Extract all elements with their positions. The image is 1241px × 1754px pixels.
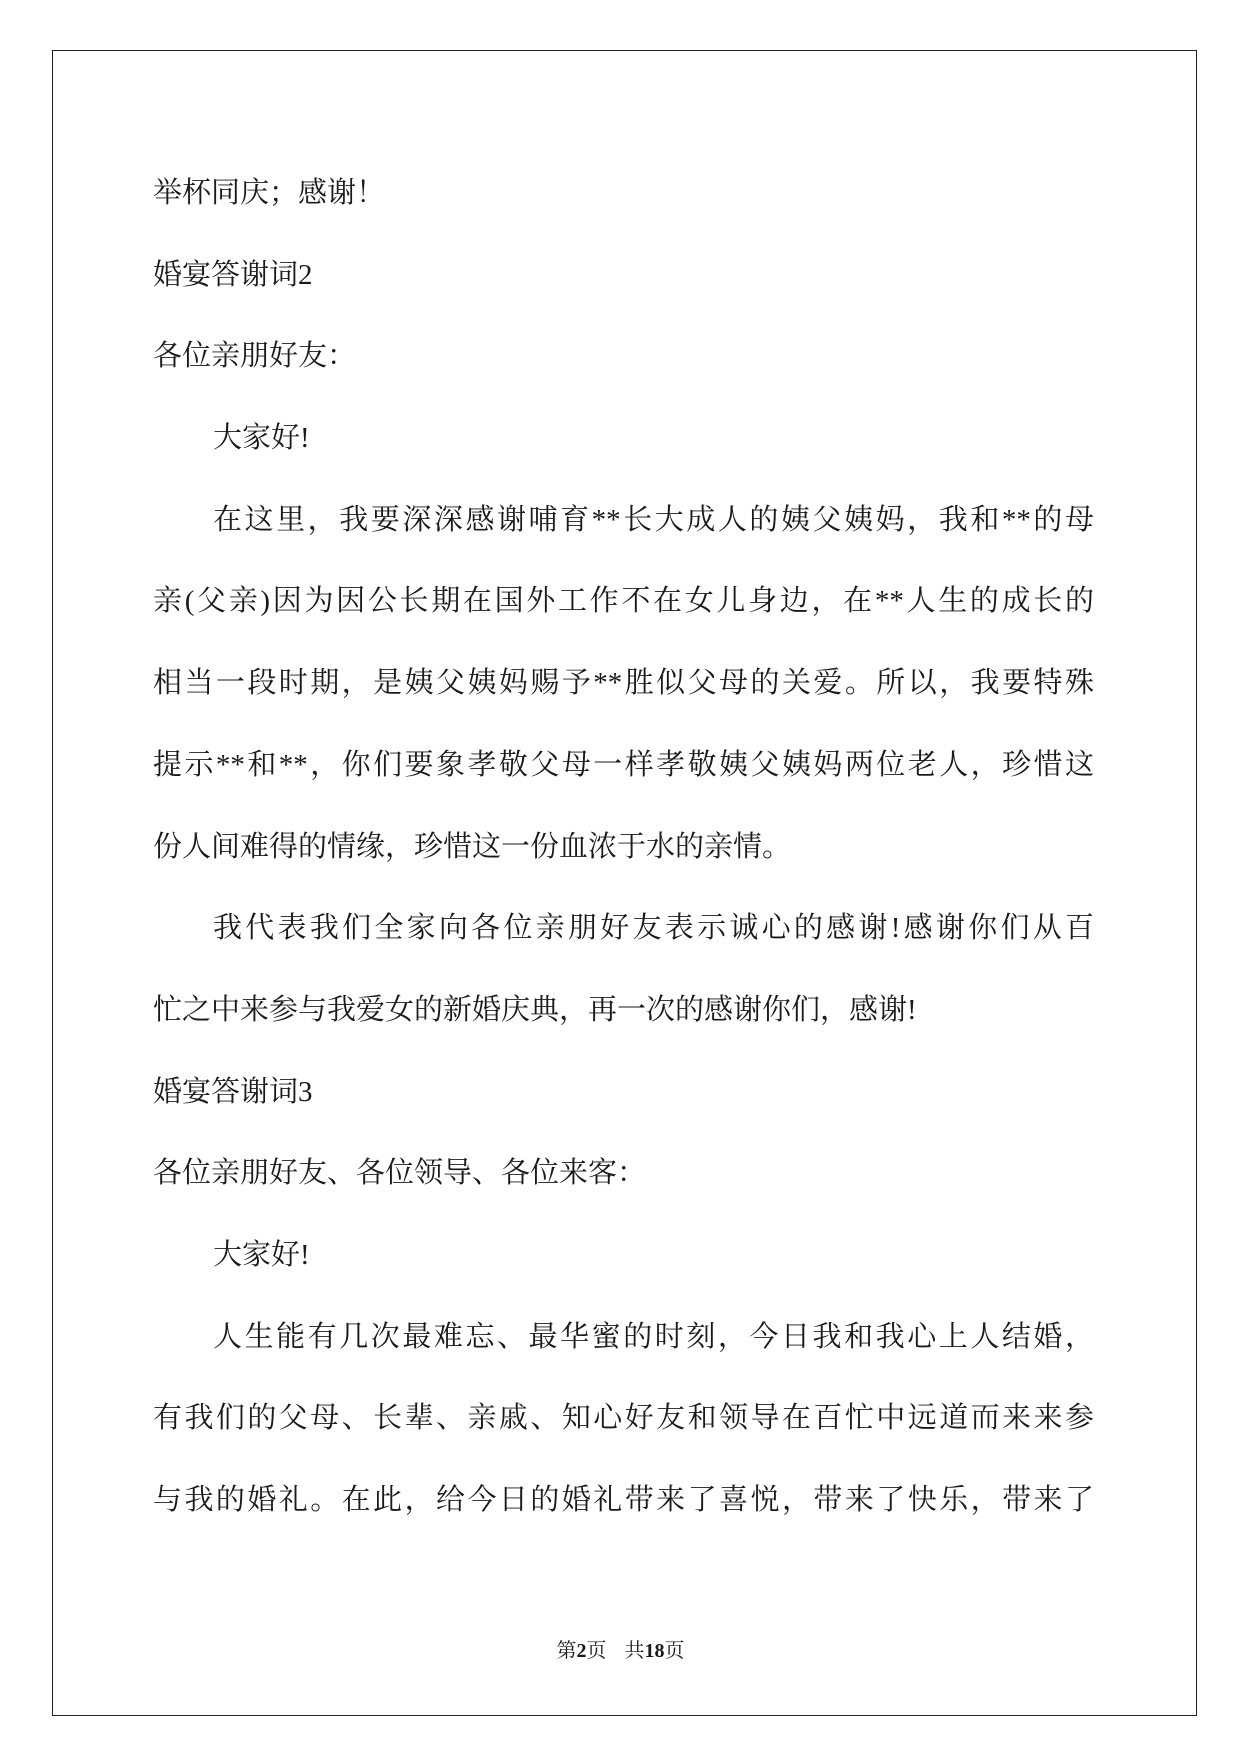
page-label-suffix: 页 [586, 1640, 607, 1662]
paragraph [153, 888, 1094, 1051]
salutation: 各位亲朋好友、各位领导、各位来客： [153, 1157, 647, 1190]
paragraph-line: 我代表我们全家向各位亲朋好友表示诚心的感谢!感谢你们从百 [213, 912, 1094, 945]
paragraph-line: 亲(父亲)因为因公长期在国外工作不在女儿身边，在**人生的成长的 [153, 585, 1094, 618]
paragraph [153, 1297, 1094, 1542]
paragraph-line: 相当一段时期，是姨父姨妈赐予**胜似父母的关爱。所以，我要特殊 [153, 667, 1094, 700]
paragraph-line: 忙之中来参与我爱女的新婚庆典，再一次的感谢你们，感谢! [153, 993, 917, 1026]
paragraph-line: 人生能有几次最难忘、最华蜜的时刻，今日我和我心上人结婚， [213, 1320, 1094, 1353]
greeting: 大家好! [213, 1238, 310, 1271]
section-heading: 婚宴答谢词3 [153, 1075, 313, 1108]
paragraph-closing-line: 举杯同庆；感谢！ [153, 177, 386, 209]
section-heading: 婚宴答谢词2 [153, 258, 313, 291]
document-body [153, 153, 1094, 1542]
current-page-number: 2 [576, 1640, 587, 1662]
paragraph [153, 480, 1094, 888]
paragraph-line: 与我的婚礼。在此，给今日的婚礼带来了喜悦，带来了快乐，带来了 [153, 1484, 1094, 1516]
page-footer [0, 1638, 1241, 1664]
paragraph-line: 提示**和**，你们要象孝敬父母一样孝敬姨父姨妈两位老人，珍惜这 [153, 748, 1094, 781]
salutation: 各位亲朋好友： [153, 340, 357, 373]
total-label-suffix: 页 [664, 1640, 685, 1662]
greeting: 大家好! [213, 422, 310, 455]
paragraph-line: 份人间难得的情缘，珍惜这一份血浓于水的亲情。 [153, 830, 792, 863]
total-pages-number: 18 [644, 1640, 665, 1662]
total-label-prefix: 共 [624, 1640, 645, 1662]
page-label-prefix: 第 [556, 1640, 577, 1662]
paragraph-line: 有我们的父母、长辈、亲戚、知心好友和领导在百忙中远道而来来参 [153, 1402, 1094, 1435]
paragraph-line: 在这里，我要深深感谢哺育**长大成人的姨父姨妈，我和**的母 [213, 503, 1094, 536]
